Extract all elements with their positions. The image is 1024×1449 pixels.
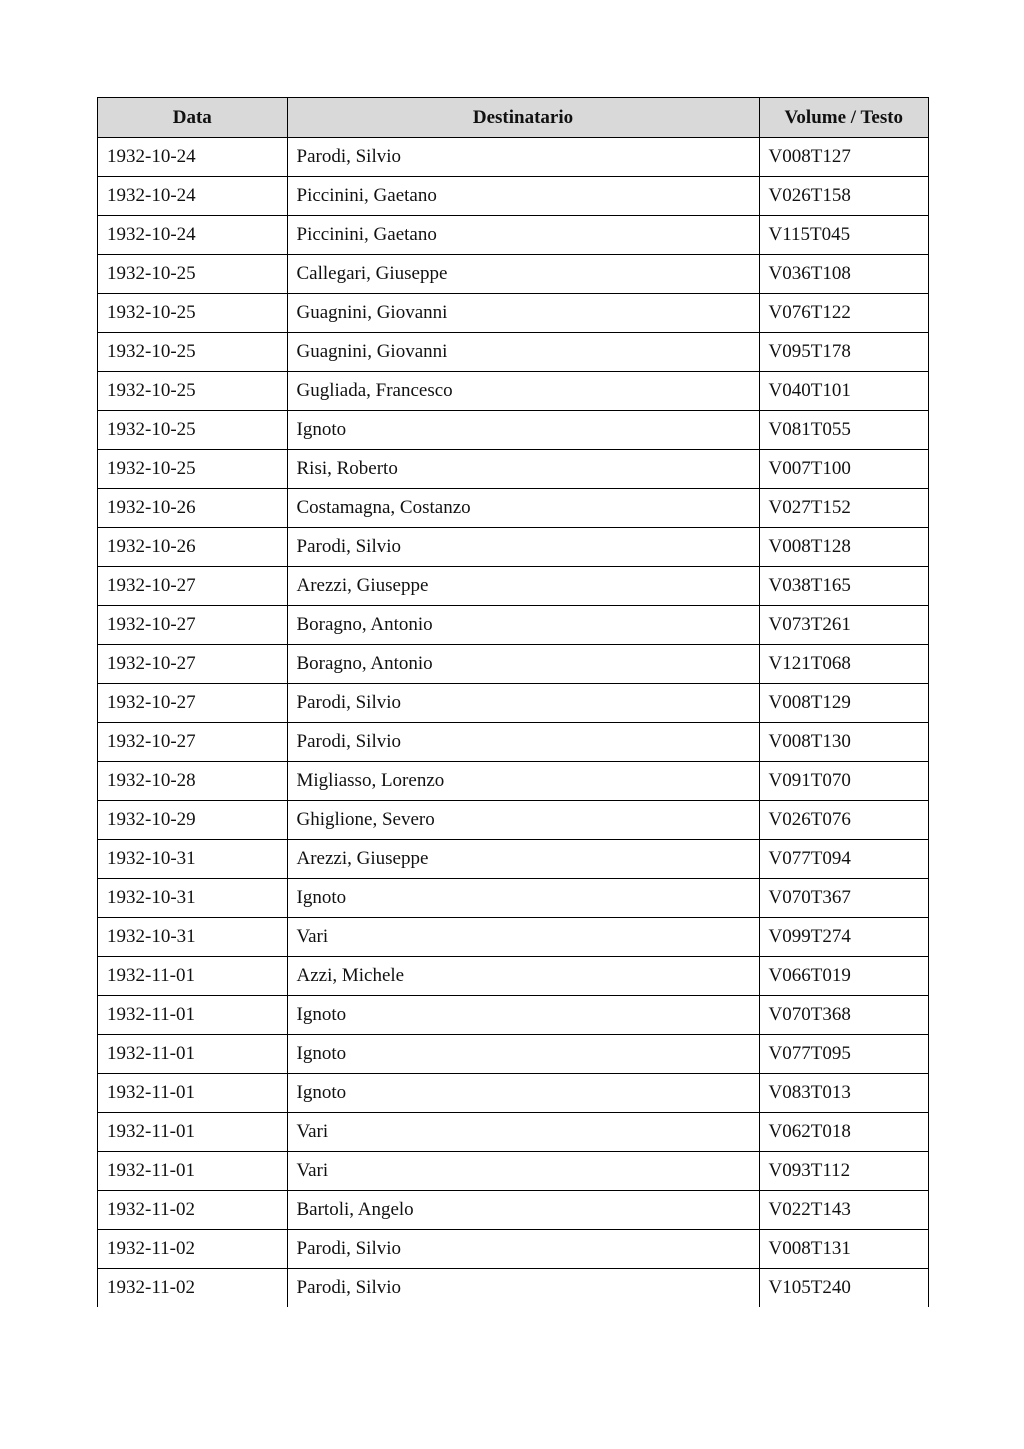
cell-recipient: Guagnini, Giovanni [287,294,759,333]
table-row [98,294,928,333]
header-row [98,98,928,138]
cell-recipient: Gugliada, Francesco [287,372,759,411]
cell-volume-text: V038T165 [759,567,928,606]
table-row [98,1191,928,1230]
cell-date: 1932-11-01 [98,1074,287,1113]
cell-date: 1932-10-25 [98,411,287,450]
cell-volume-text: V077T095 [759,1035,928,1074]
cell-volume-text: V026T076 [759,801,928,840]
cell-date: 1932-10-24 [98,216,287,255]
cell-volume-text: V008T129 [759,684,928,723]
cell-volume-text: V040T101 [759,372,928,411]
cell-date: 1932-10-25 [98,372,287,411]
cell-volume-text: V070T367 [759,879,928,918]
cell-volume-text: V083T013 [759,1074,928,1113]
cell-recipient: Ignoto [287,879,759,918]
table-row [98,957,928,996]
table-body [98,138,928,1308]
cell-volume-text: V008T130 [759,723,928,762]
cell-volume-text: V076T122 [759,294,928,333]
cell-recipient: Bartoli, Angelo [287,1191,759,1230]
cell-date: 1932-11-01 [98,1152,287,1191]
cell-recipient: Ignoto [287,1035,759,1074]
cell-volume-text: V022T143 [759,1191,928,1230]
cell-recipient: Migliasso, Lorenzo [287,762,759,801]
table-row [98,567,928,606]
cell-recipient: Guagnini, Giovanni [287,333,759,372]
cell-date: 1932-11-01 [98,1113,287,1152]
cell-recipient: Arezzi, Giuseppe [287,567,759,606]
cell-volume-text: V007T100 [759,450,928,489]
cell-date: 1932-10-27 [98,684,287,723]
cell-recipient: Piccinini, Gaetano [287,216,759,255]
table-row [98,879,928,918]
cell-date: 1932-10-27 [98,723,287,762]
cell-recipient: Boragno, Antonio [287,606,759,645]
cell-recipient: Ignoto [287,411,759,450]
cell-recipient: Azzi, Michele [287,957,759,996]
header-volume-text: Volume / Testo [759,98,928,138]
table-row [98,450,928,489]
cell-date: 1932-10-27 [98,606,287,645]
cell-volume-text: V008T127 [759,138,928,177]
header-date: Data [98,98,287,138]
cell-volume-text: V091T070 [759,762,928,801]
table-row [98,1269,928,1308]
cell-recipient: Vari [287,1113,759,1152]
table-row [98,255,928,294]
cell-date: 1932-10-26 [98,489,287,528]
cell-date: 1932-11-02 [98,1269,287,1308]
table-row [98,1035,928,1074]
cell-volume-text: V027T152 [759,489,928,528]
cell-recipient: Boragno, Antonio [287,645,759,684]
cell-date: 1932-11-02 [98,1191,287,1230]
cell-date: 1932-10-27 [98,645,287,684]
cell-recipient: Vari [287,918,759,957]
cell-recipient: Risi, Roberto [287,450,759,489]
cell-recipient: Ignoto [287,996,759,1035]
cell-date: 1932-10-31 [98,879,287,918]
cell-date: 1932-10-24 [98,138,287,177]
table-row [98,801,928,840]
cell-recipient: Vari [287,1152,759,1191]
cell-volume-text: V070T368 [759,996,928,1035]
table-row [98,216,928,255]
table-row [98,411,928,450]
cell-date: 1932-10-31 [98,918,287,957]
cell-date: 1932-10-26 [98,528,287,567]
table-row [98,528,928,567]
cell-volume-text: V073T261 [759,606,928,645]
cell-recipient: Costamagna, Costanzo [287,489,759,528]
table-row [98,996,928,1035]
cell-volume-text: V008T131 [759,1230,928,1269]
table-row [98,333,928,372]
table-row [98,606,928,645]
cell-recipient: Parodi, Silvio [287,528,759,567]
table-row [98,1113,928,1152]
cell-recipient: Parodi, Silvio [287,1269,759,1308]
table-row [98,723,928,762]
table-row [98,138,928,177]
cell-recipient: Callegari, Giuseppe [287,255,759,294]
cell-recipient: Arezzi, Giuseppe [287,840,759,879]
cell-date: 1932-10-25 [98,333,287,372]
cell-date: 1932-10-24 [98,177,287,216]
table-row [98,918,928,957]
table-header [98,98,928,138]
table-row [98,1230,928,1269]
cell-volume-text: V093T112 [759,1152,928,1191]
table-row [98,840,928,879]
cell-date: 1932-11-01 [98,996,287,1035]
cell-date: 1932-10-27 [98,567,287,606]
cell-volume-text: V099T274 [759,918,928,957]
cell-volume-text: V115T045 [759,216,928,255]
cell-recipient: Parodi, Silvio [287,723,759,762]
table-row [98,762,928,801]
cell-date: 1932-11-01 [98,1035,287,1074]
cell-date: 1932-11-01 [98,957,287,996]
cell-date: 1932-10-25 [98,450,287,489]
cell-volume-text: V062T018 [759,1113,928,1152]
cell-date: 1932-10-25 [98,294,287,333]
table-row [98,177,928,216]
table-row [98,1152,928,1191]
cell-volume-text: V026T158 [759,177,928,216]
cell-recipient: Parodi, Silvio [287,138,759,177]
table-row [98,645,928,684]
table-row [98,684,928,723]
cell-volume-text: V121T068 [759,645,928,684]
cell-volume-text: V077T094 [759,840,928,879]
cell-volume-text: V105T240 [768,1277,851,1298]
table-row [98,1074,928,1113]
letters-table-container [97,97,929,1307]
header-recipient: Destinatario [287,98,759,138]
cell-volume-text: V081T055 [759,411,928,450]
cell-recipient: Parodi, Silvio [287,1230,759,1269]
cell-volume-text: V095T178 [759,333,928,372]
table-row [98,372,928,411]
cell-recipient: Piccinini, Gaetano [287,177,759,216]
cell-date: 1932-11-02 [98,1230,287,1269]
cell-date: 1932-10-28 [98,762,287,801]
cell-date: 1932-10-29 [98,801,287,840]
cell-volume-text: V036T108 [759,255,928,294]
cell-recipient: Ignoto [287,1074,759,1113]
cell-volume-text: V066T019 [759,957,928,996]
table-row [98,489,928,528]
cell-date: 1932-10-31 [98,840,287,879]
cell-recipient: Parodi, Silvio [287,684,759,723]
letters-table [98,98,928,1307]
cell-volume-text: V008T128 [759,528,928,567]
cell-date: 1932-10-25 [98,255,287,294]
cell-recipient: Ghiglione, Severo [287,801,759,840]
